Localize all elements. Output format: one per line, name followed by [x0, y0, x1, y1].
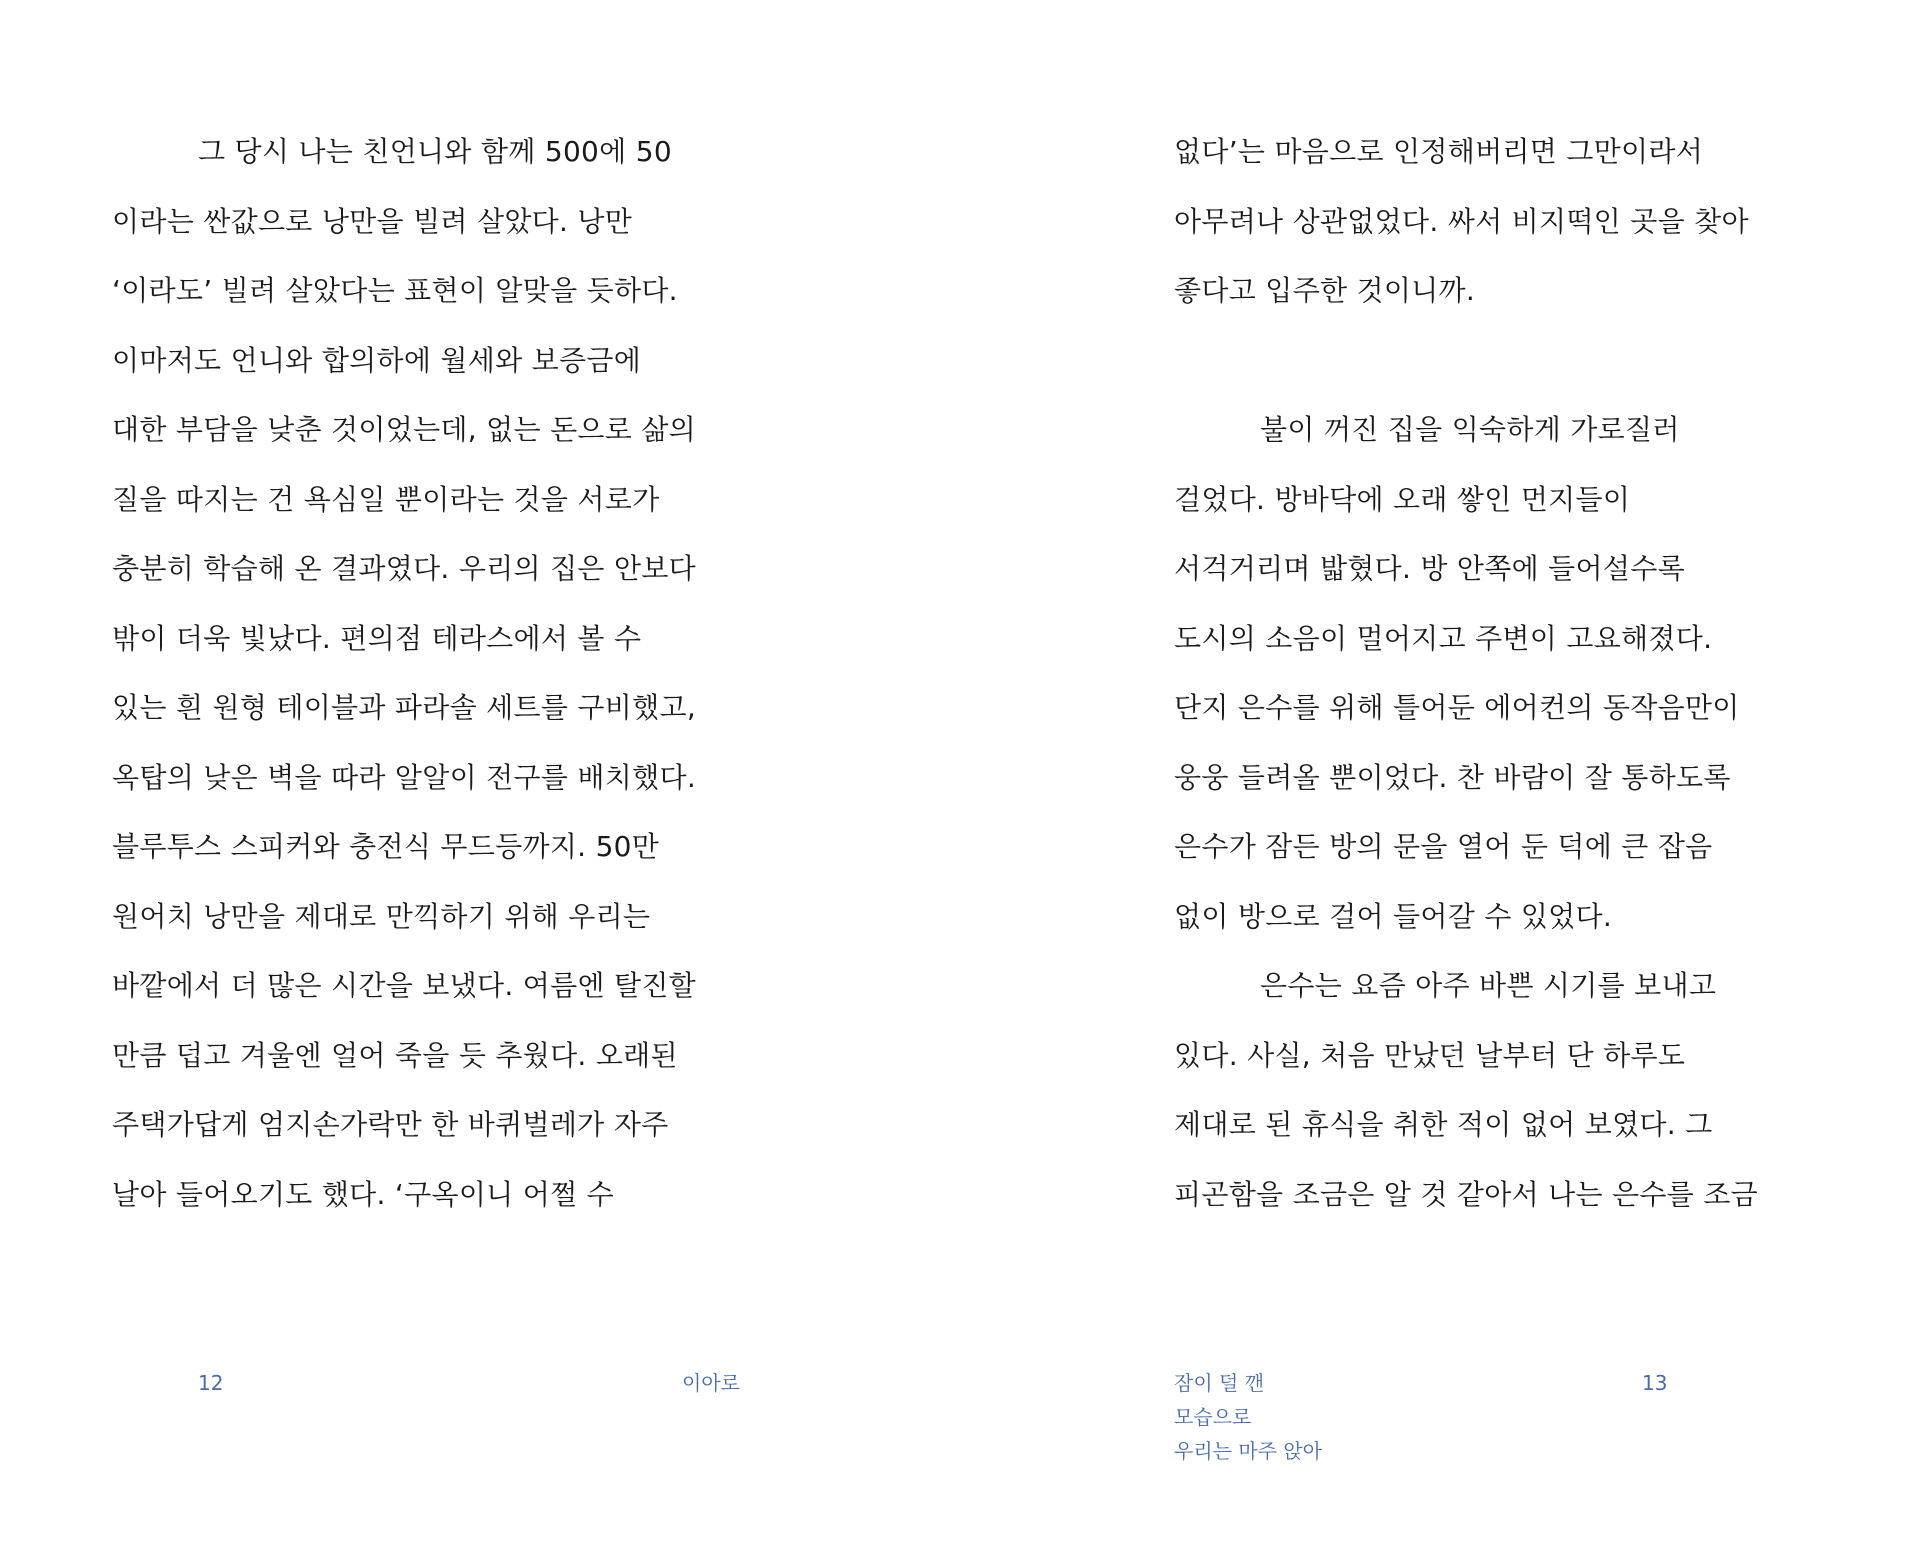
text-line: 웅웅 들려올 뿐이었다. 찬 바람이 잘 통하도록	[1174, 760, 1731, 794]
text-line: 도시의 소음이 멀어지고 주변이 고요해졌다.	[1174, 621, 1713, 655]
text-line: 없다’는 마음으로 인정해버리면 그만이라서	[1174, 135, 1704, 168]
text-line: 있는 흰 원형 테이블과 파라솔 세트를 구비했고,	[112, 691, 697, 724]
text-line: 있다. 사실, 처음 만났던 날부터 단 하루도	[1174, 1038, 1686, 1072]
running-head-line: 모습으로	[1174, 1405, 1252, 1429]
text-line: 은수는 요즘 아주 바쁜 시기를 보내고	[1260, 969, 1717, 1002]
text-line: 없이 방으로 걸어 들어갈 수 있었다.	[1174, 899, 1613, 933]
page-number-right: 13	[1642, 1371, 1668, 1395]
text-line: 불이 꺼진 집을 익숙하게 가로질러	[1260, 413, 1680, 446]
left-body-text	[112, 130, 752, 1242]
text-line: 바깥에서 더 많은 시간을 보냈다. 여름엔 탈진할	[112, 969, 697, 1002]
right-body-text	[1174, 130, 1814, 1242]
text-line: ‘이라도’ 빌려 살았다는 표현이 알맞을 듯하다.	[112, 274, 678, 307]
text-line: 밖이 더욱 빛났다. 편의점 테라스에서 볼 수	[112, 621, 642, 655]
running-head-line: 잠이 덜 깬	[1174, 1371, 1264, 1395]
text-line: 원어치 낭만을 제대로 만끽하기 위해 우리는	[112, 899, 651, 933]
text-line: 이라는 싼값으로 낭만을 빌려 살았다. 낭만	[112, 204, 633, 238]
running-head-line: 우리는 마주 앉아	[1174, 1439, 1322, 1463]
text-line: 제대로 된 휴식을 취한 적이 없어 보였다. 그	[1174, 1108, 1713, 1141]
text-line: 이마저도 언니와 합의하에 월세와 보증금에	[112, 343, 642, 377]
page-number-left: 12	[198, 1371, 224, 1395]
text-line: 그 당시 나는 친언니와 함께 500에 50	[198, 135, 672, 168]
running-head-line: 이아로	[682, 1371, 740, 1395]
text-line: 피곤함을 조금은 알 것 같아서 나는 은수를 조금	[1174, 1177, 1759, 1211]
text-line: 좋다고 입주한 것이니까.	[1174, 274, 1476, 307]
text-line: 서걱거리며 밟혔다. 방 안쪽에 들어설수록	[1174, 552, 1685, 585]
text-line: 주택가답게 엄지손가락만 한 바퀴벌레가 자주	[112, 1108, 669, 1141]
text-line: 만큼 덥고 겨울엔 얼어 죽을 듯 추웠다. 오래된	[112, 1038, 678, 1072]
text-line	[1174, 339, 1814, 409]
text-line: 은수가 잠든 방의 문을 열어 둔 덕에 큰 잡음	[1174, 830, 1713, 863]
right-page	[960, 0, 1920, 1560]
running-head-left	[682, 1366, 740, 1400]
running-head-right	[1174, 1366, 1322, 1468]
text-line: 단지 은수를 위해 틀어둔 에어컨의 동작음만이	[1174, 691, 1740, 724]
text-line: 질을 따지는 건 욕심일 뿐이라는 것을 서로가	[112, 482, 660, 516]
text-line: 날아 들어오기도 했다. ‘구옥이니 어쩔 수	[112, 1177, 614, 1211]
text-line: 충분히 학습해 온 결과였다. 우리의 집은 안보다	[112, 552, 697, 585]
text-line: 대한 부담을 낮춘 것이었는데, 없는 돈으로 삶의	[112, 413, 697, 446]
text-line: 블루투스 스피커와 충전식 무드등까지. 50만	[112, 830, 660, 863]
text-line: 아무려나 상관없었다. 싸서 비지떡인 곳을 찾아	[1174, 204, 1749, 238]
text-line: 옥탑의 낮은 벽을 따라 알알이 전구를 배치했다.	[112, 760, 697, 794]
text-line: 걸었다. 방바닥에 오래 쌓인 먼지들이	[1174, 482, 1631, 516]
